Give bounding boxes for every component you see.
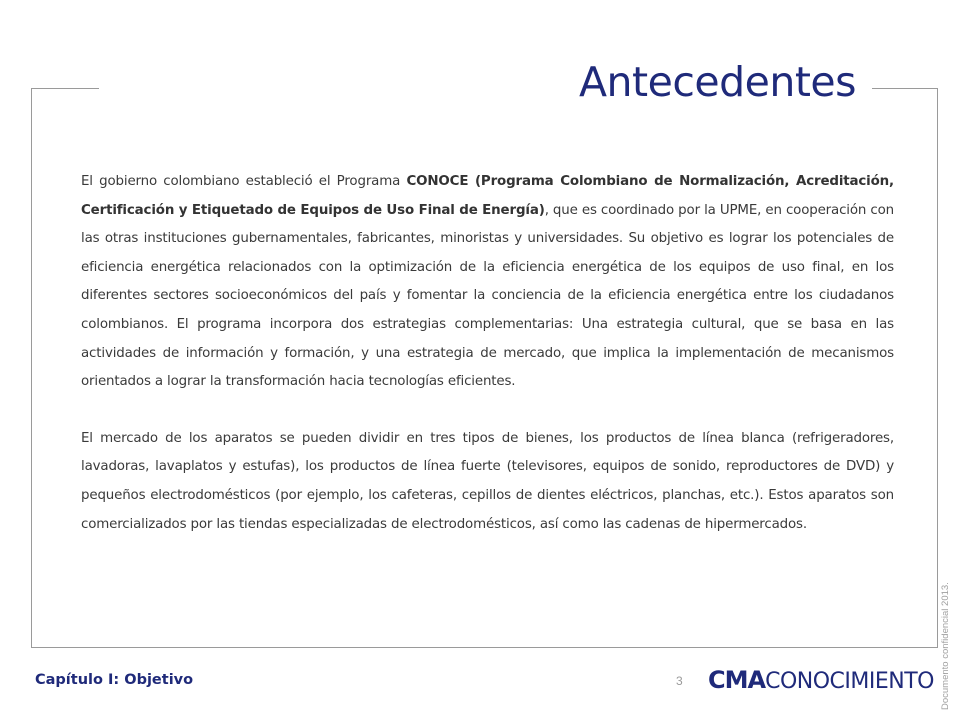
frame-line-left [31,88,32,648]
page-title: Antecedentes [573,62,862,103]
paragraph-2: El mercado de los aparatos se pueden dividir en tres tipos de bienes, los productos de línea blanca (refrigeradores, lavadoras, lavaplatos y estufas), los productos de línea fuerte (televisores, equipos de sonido, reproductores de DVD) y pequeños electrodomésticos (por ejemplo, los cafeteras, cepillos de dientes eléctricos, planchas, etc.). Estos aparatos son comercializados por las tiendas especializadas de electrodomésticos, así como las cadenas de hipermercados. [81,430,894,532]
logo-strong-text: CMA [708,666,766,694]
frame-line-top-right [872,88,938,89]
body-text [81,168,894,539]
chapter-label: Capítulo I: Objetivo [35,672,194,688]
frame-line-right [937,88,938,648]
logo-light-text: CONOCIMIENTO [765,669,934,694]
page-number: 3 [676,674,683,688]
paragraph-1-intro: El gobierno colombiano estableció el Programa [81,174,407,189]
frame-line-top-left [31,88,99,89]
cma-conocimiento-logo [708,666,934,694]
paragraph-1-rest: , que es coordinado por la UPME, en cooperación con las otras instituciones gubernamentales, fabricantes, minoristas y universidades. Su objetivo es lograr los potenciales de eficiencia energética relacionados con la optimización de la eficiencia energética de los equipos de uso final, en los diferentes sectores socioeconómicos del país y fomentar la conciencia de la eficiencia energética entre los ciudadanos colombianos. El programa incorpora dos estrategias complementarias: Una estrategia cultural, que se basa en las actividades de información y formación, y una estrategia de mercado, que implica la implementación de mecanismos orientados a lograr la transformación hacia tecnologías eficientes. [81,202,894,390]
paragraph-1-program-name: CONOCE (Programa Colombiano de Normalización, Acreditación, Certificación y Etiquetado de Equipos de Uso Final de Energía) [81,174,894,218]
paragraph-1 [81,168,894,397]
confidential-note: Documento confidencial 2013. [940,582,951,710]
frame-line-bottom [31,647,938,648]
